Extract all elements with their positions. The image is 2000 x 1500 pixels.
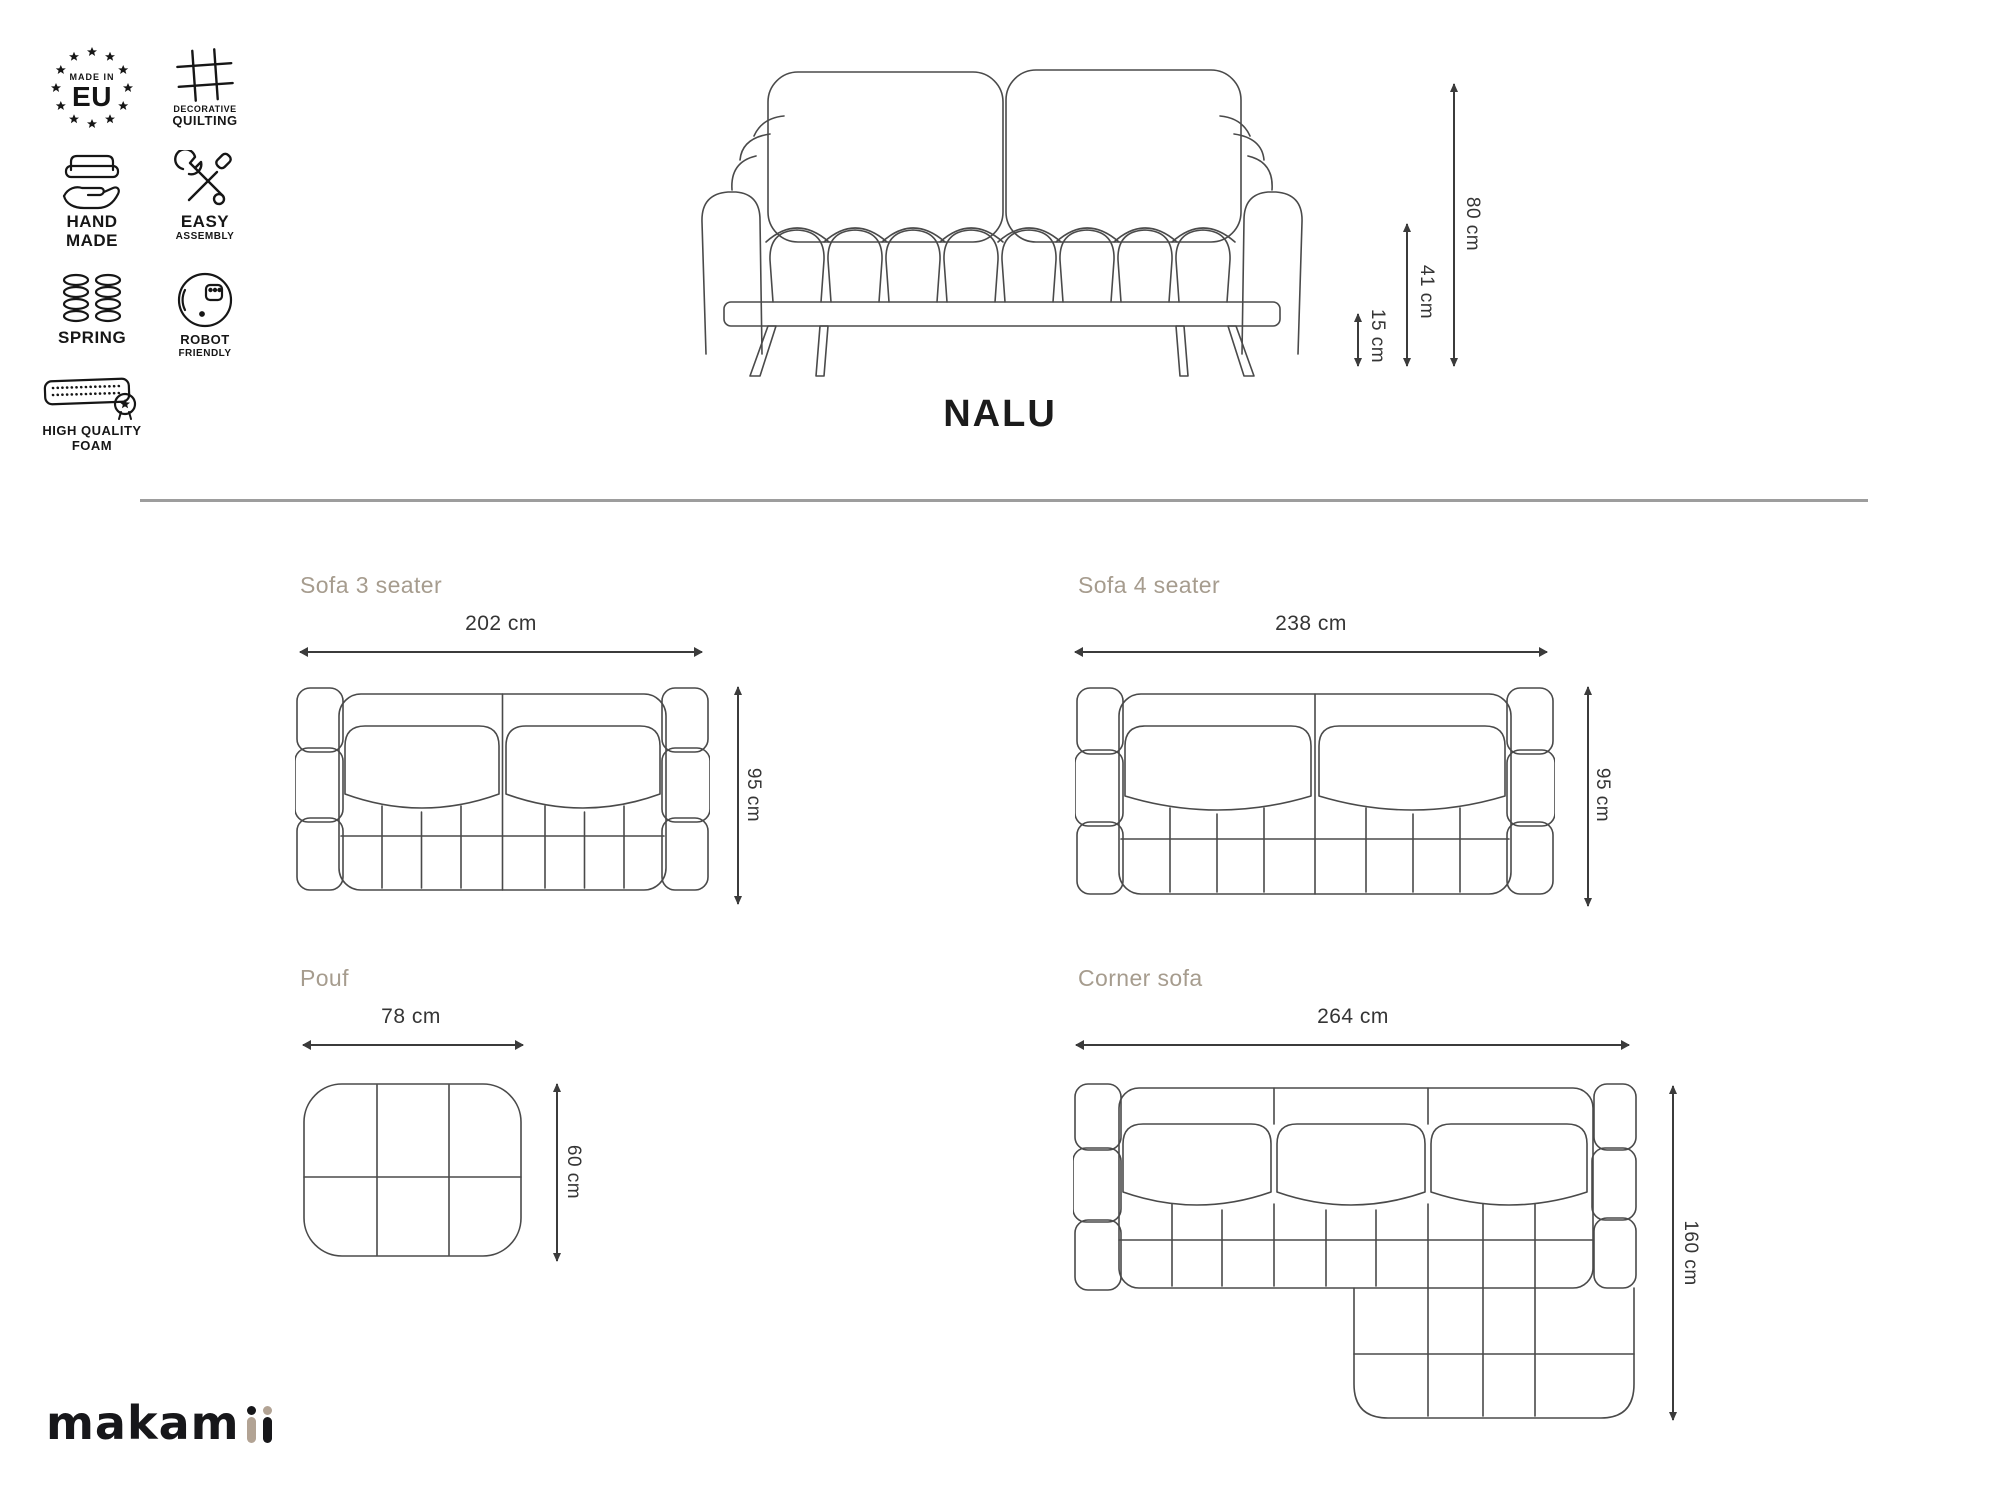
hand-made-label-1: HAND [66, 212, 118, 231]
sofa3-width-arrow [300, 651, 702, 653]
easy-assembly-label-2: ASSEMBLY [175, 231, 235, 243]
easy-assembly-label-1: EASY [180, 212, 230, 231]
dim-arrow-80cm [1453, 84, 1455, 366]
brand-logo-i2 [263, 1404, 272, 1450]
sofa4-top-view-drawing [1075, 682, 1555, 914]
dim-arrow-41cm [1406, 224, 1408, 366]
pouf-width-arrow [303, 1044, 523, 1046]
tools-icon [174, 150, 236, 212]
corner-sofa-top-view-drawing [1073, 1082, 1638, 1422]
dim-arrow-15cm [1357, 314, 1359, 366]
divider-line [140, 499, 1868, 502]
corner-depth-label: 160 cm [1680, 1220, 1701, 1286]
brand-logo [46, 1396, 272, 1450]
spring-icon [59, 272, 125, 324]
sofa4-width-arrow [1075, 651, 1547, 653]
section-label-sofa4: Sofa 4 seater [1078, 572, 1221, 598]
badge-decorative-quilting [171, 46, 239, 129]
sofa4-depth-label: 95 cm [1592, 767, 1613, 823]
sofa3-depth-label: 95 cm [743, 767, 764, 823]
corner-width-arrow [1076, 1044, 1629, 1046]
hand-sofa-icon [57, 150, 127, 212]
quilting-grid-icon [173, 46, 237, 104]
pouf-depth-arrow [556, 1084, 558, 1261]
badge-made-in-eu [50, 46, 134, 130]
sofa3-top-view-drawing [295, 682, 710, 908]
dim-label-80cm: 80 cm [1462, 196, 1483, 252]
badge-robot-friendly [172, 270, 238, 359]
corner-depth-arrow [1672, 1086, 1674, 1420]
pouf-width-label: 78 cm [381, 1005, 441, 1028]
sofa3-depth-arrow [737, 687, 739, 904]
section-label-sofa3: Sofa 3 seater [300, 572, 443, 598]
foam-icon [41, 368, 143, 420]
foam-label-1: HIGH QUALITY [42, 423, 142, 438]
spring-label: SPRING [58, 328, 127, 347]
pouf-depth-label: 60 cm [563, 1144, 584, 1200]
sofa-front-view-drawing [672, 62, 1332, 378]
quilting-label-2: QUILTING [172, 113, 238, 129]
sofa3-width-label: 202 cm [465, 612, 537, 635]
robot-label-2: FRIENDLY [178, 347, 232, 359]
dim-label-15cm: 15 cm [1367, 308, 1388, 364]
robot-label-1: ROBOT [180, 332, 230, 347]
pouf-top-view-drawing [300, 1080, 525, 1260]
hand-made-label-2: MADE [65, 231, 119, 251]
sofa4-width-label: 238 cm [1275, 612, 1347, 635]
corner-width-label: 264 cm [1317, 1005, 1389, 1028]
quilting-label-1: DECORATIVE [173, 104, 237, 114]
dim-label-41cm: 41 cm [1416, 264, 1437, 320]
badge-hand-made [54, 150, 130, 250]
sofa4-depth-arrow [1587, 687, 1589, 906]
brand-logo-text: makam [46, 1396, 240, 1450]
badge-spring [58, 272, 126, 347]
foam-label-2: FOAM [71, 437, 113, 453]
section-label-pouf: Pouf [300, 965, 349, 991]
made-in-label: MADE IN [69, 72, 115, 82]
badge-high-quality-foam [40, 368, 144, 453]
eu-label: EU [72, 81, 112, 112]
robot-vacuum-icon [175, 270, 235, 330]
section-label-corner: Corner sofa [1078, 965, 1203, 991]
product-title: NALU [943, 393, 1057, 435]
brand-logo-i1 [247, 1404, 256, 1450]
badge-easy-assembly [170, 150, 240, 242]
